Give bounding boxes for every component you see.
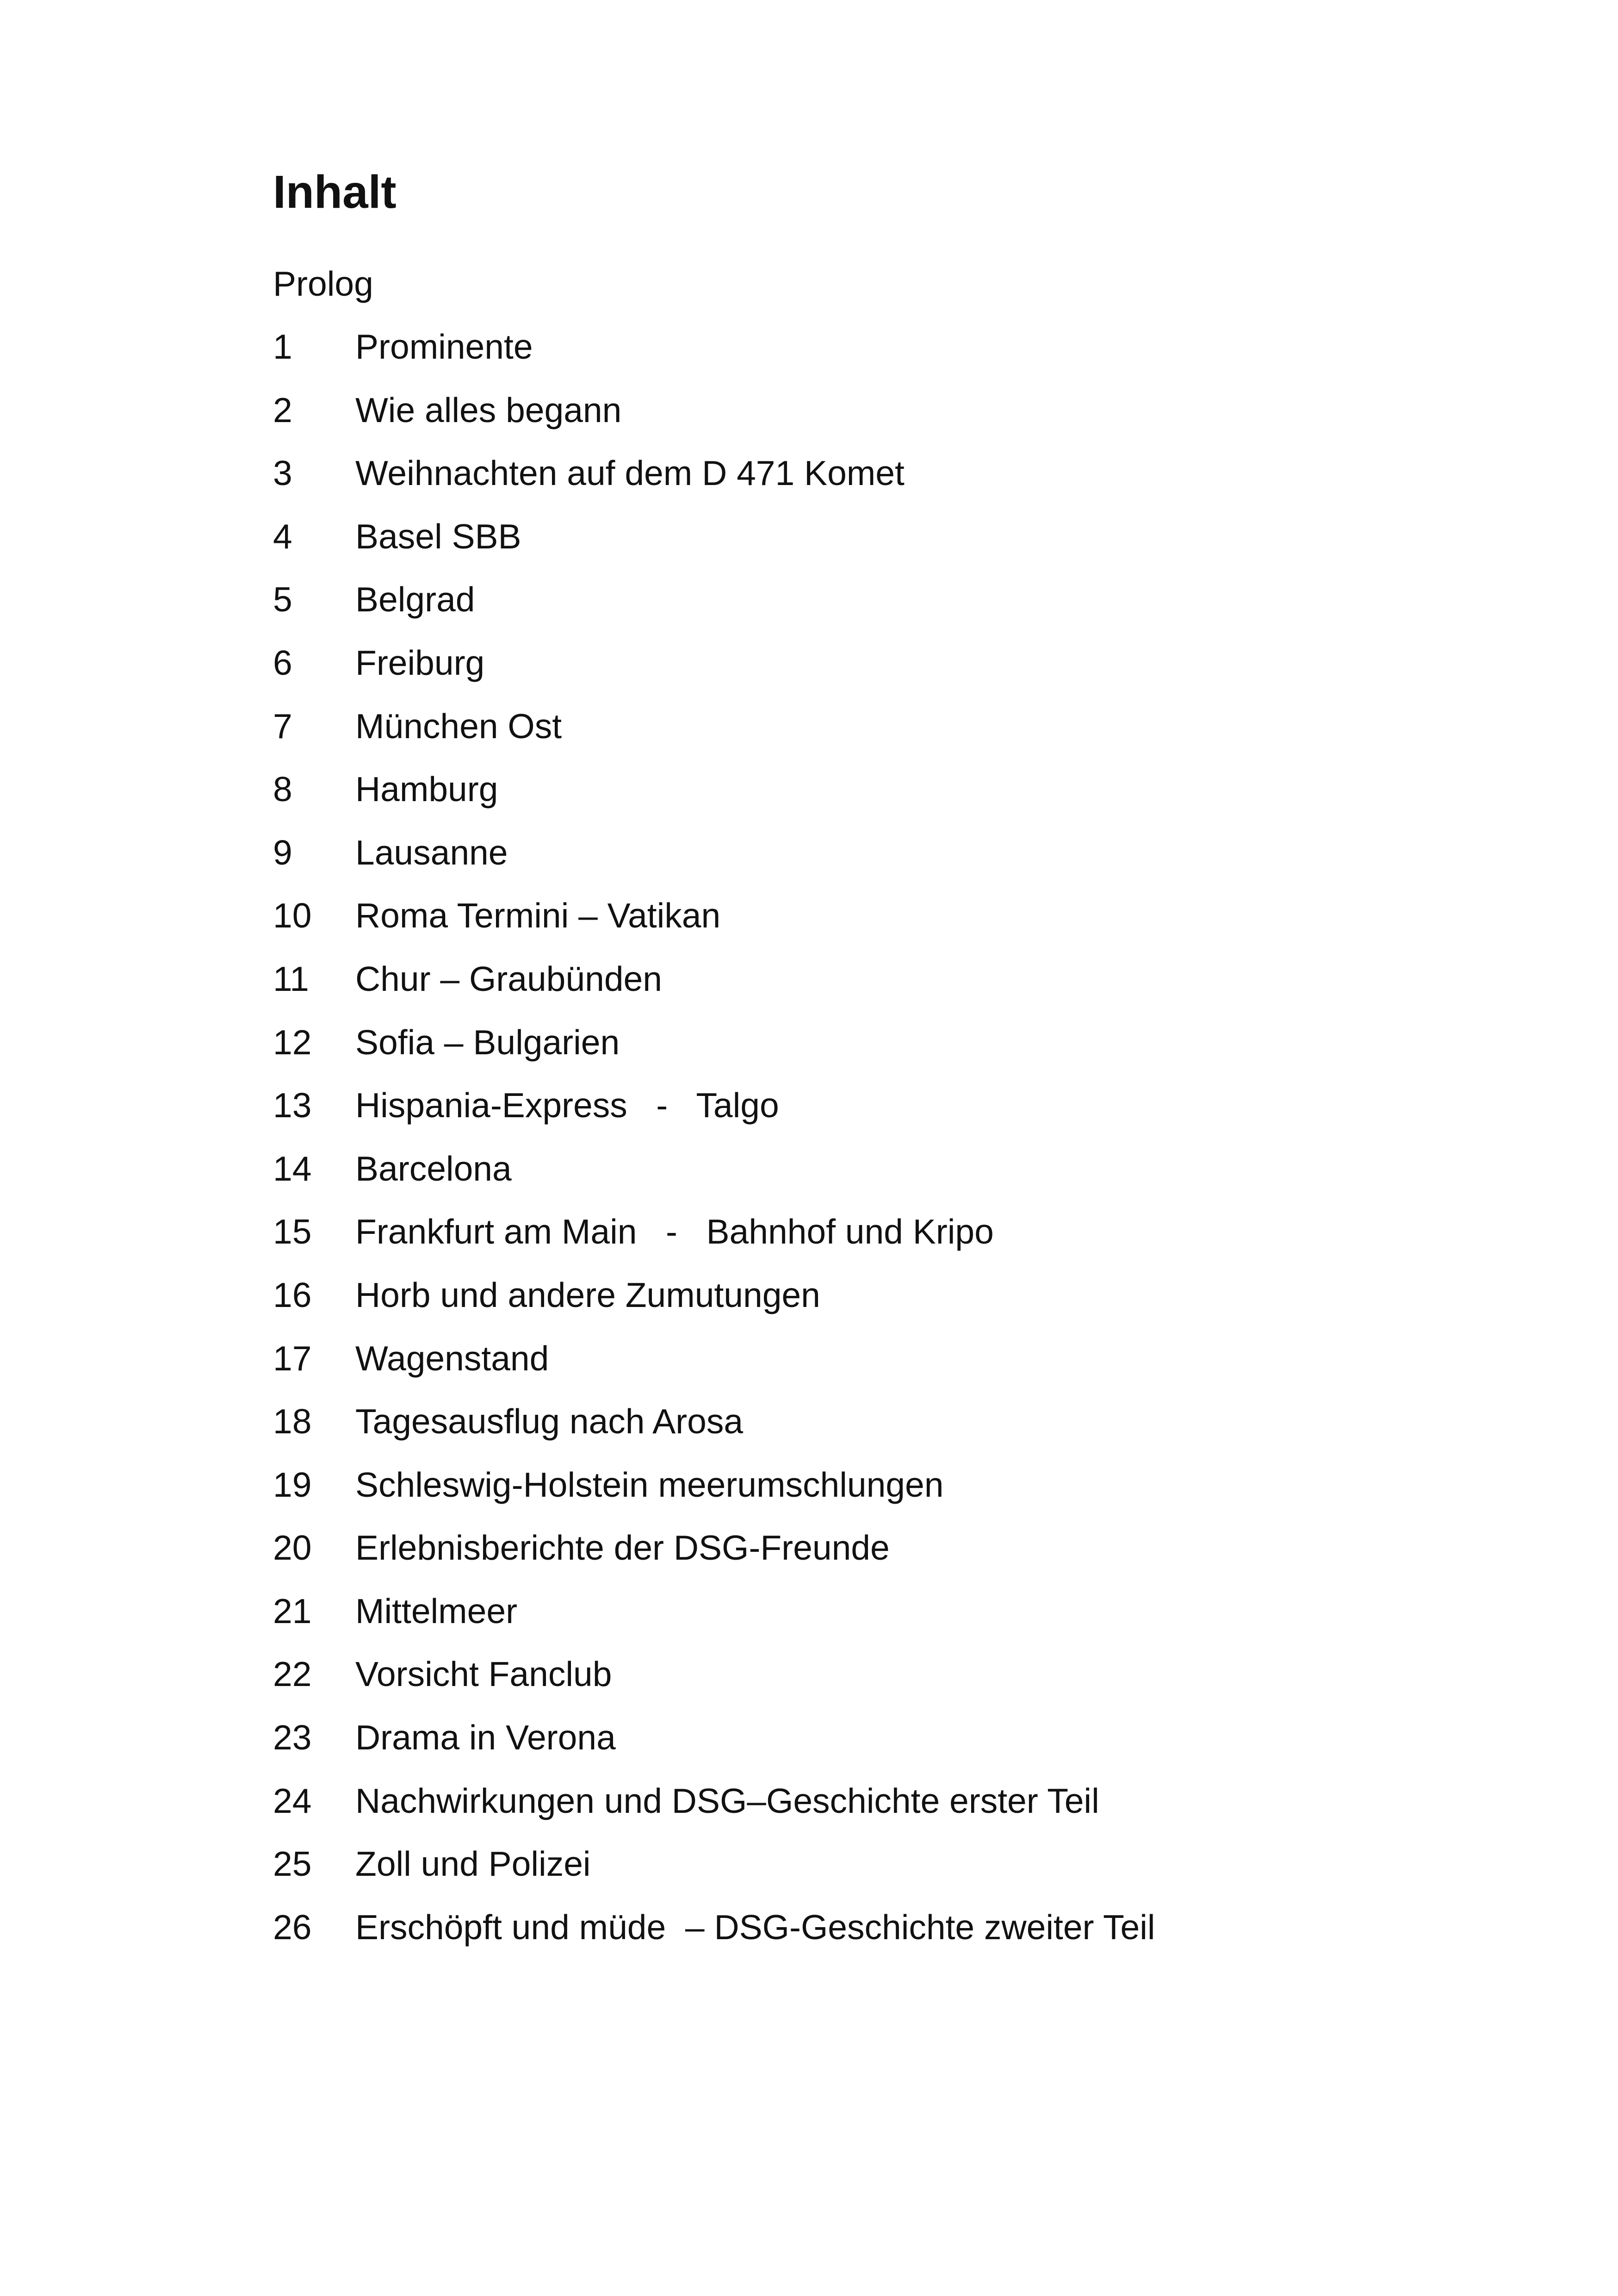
toc-entry-number: 5 bbox=[273, 580, 292, 619]
toc-entry-list bbox=[273, 315, 1476, 1959]
toc-entry-number: 4 bbox=[273, 516, 292, 556]
toc-entry bbox=[273, 568, 1476, 631]
toc-entry-title: Horb und andere Zumutungen bbox=[355, 1275, 820, 1314]
toc-entry-number: 16 bbox=[273, 1275, 312, 1314]
toc-entry bbox=[273, 1769, 1476, 1833]
toc-entry-number: 26 bbox=[273, 1907, 312, 1947]
toc-entry-number: 1 bbox=[273, 327, 292, 366]
toc-entry-number: 6 bbox=[273, 643, 292, 682]
toc-entry bbox=[273, 315, 1476, 379]
toc-entry bbox=[273, 379, 1476, 442]
toc-entry bbox=[273, 695, 1476, 758]
toc-entry bbox=[273, 758, 1476, 821]
toc-entry bbox=[273, 1137, 1476, 1201]
toc-entry-title: Weihnachten auf dem D 471 Komet bbox=[355, 454, 905, 493]
toc-entry-title: Wagenstand bbox=[355, 1338, 549, 1378]
toc-entry-title: Vorsicht Fanclub bbox=[355, 1655, 612, 1694]
table-of-contents bbox=[273, 157, 1476, 1959]
toc-entry-title: Tagesausflug nach Arosa bbox=[355, 1402, 744, 1441]
toc-entry-title: Zoll und Polizei bbox=[355, 1844, 591, 1884]
toc-entry-title: Erlebnisberichte der DSG-Freunde bbox=[355, 1528, 890, 1568]
toc-entry-title: Schleswig-Holstein meerumschlungen bbox=[355, 1465, 944, 1504]
toc-entry-number: 14 bbox=[273, 1149, 312, 1188]
toc-entry bbox=[273, 1896, 1476, 1959]
toc-entry-number: 8 bbox=[273, 770, 292, 809]
toc-entry bbox=[273, 1011, 1476, 1074]
toc-entry bbox=[273, 1263, 1476, 1327]
toc-entry-number: 21 bbox=[273, 1591, 312, 1630]
toc-entry-title: München Ost bbox=[355, 706, 562, 746]
toc-entry-title: Chur – Graubünden bbox=[355, 959, 662, 998]
toc-entry-title: Roma Termini – Vatikan bbox=[355, 896, 721, 935]
toc-entry-title: Freiburg bbox=[355, 643, 485, 682]
toc-entry-title: Prominente bbox=[355, 327, 533, 366]
toc-entry-title: Hamburg bbox=[355, 770, 498, 809]
toc-entry-title: Drama in Verona bbox=[355, 1718, 616, 1757]
toc-entry bbox=[273, 1706, 1476, 1769]
toc-entry-title: Mittelmeer bbox=[355, 1591, 518, 1630]
toc-entry-number: 9 bbox=[273, 833, 292, 872]
toc-entry-title: Belgrad bbox=[355, 580, 475, 619]
toc-entry-title: Nachwirkungen und DSG–Geschichte erster Teil bbox=[355, 1781, 1099, 1820]
toc-entry-number: 17 bbox=[273, 1338, 312, 1378]
toc-entry-number: 11 bbox=[273, 959, 309, 998]
toc-entry-title: Wie alles begann bbox=[355, 390, 622, 429]
toc-entry-number: 23 bbox=[273, 1718, 312, 1757]
toc-entry-number: 25 bbox=[273, 1844, 312, 1884]
toc-entry-title: Erschöpft und müde – DSG-Geschichte zweiter Teil bbox=[355, 1907, 1155, 1947]
toc-entry-title: Barcelona bbox=[355, 1149, 512, 1188]
toc-entry-title: Lausanne bbox=[355, 833, 508, 872]
toc-entry bbox=[273, 821, 1476, 884]
toc-entry-title: Basel SBB bbox=[355, 516, 521, 556]
toc-entry-number: 7 bbox=[273, 706, 292, 746]
toc-entry-title: Sofia – Bulgarien bbox=[355, 1022, 620, 1062]
toc-entry bbox=[273, 1453, 1476, 1517]
toc-entry bbox=[273, 1516, 1476, 1580]
toc-prolog: Prolog bbox=[273, 264, 373, 303]
toc-entry-number: 13 bbox=[273, 1086, 312, 1125]
toc-entry bbox=[273, 1643, 1476, 1706]
toc-entry bbox=[273, 1327, 1476, 1390]
toc-entry bbox=[273, 1390, 1476, 1453]
toc-entry-number: 19 bbox=[273, 1465, 312, 1504]
toc-entry bbox=[273, 505, 1476, 568]
toc-entry-number: 2 bbox=[273, 390, 292, 429]
toc-title: Inhalt bbox=[273, 166, 397, 218]
toc-entry bbox=[273, 631, 1476, 695]
toc-entry-number: 10 bbox=[273, 896, 312, 935]
toc-entry-number: 18 bbox=[273, 1402, 312, 1441]
toc-entry bbox=[273, 884, 1476, 947]
toc-entry-title: Frankfurt am Main - Bahnhof und Kripo bbox=[355, 1212, 994, 1251]
toc-entry-number: 12 bbox=[273, 1022, 312, 1062]
toc-entry bbox=[273, 947, 1476, 1011]
toc-entry bbox=[273, 1200, 1476, 1263]
toc-entry-number: 3 bbox=[273, 454, 292, 493]
toc-entry-number: 24 bbox=[273, 1781, 312, 1820]
toc-entry bbox=[273, 1074, 1476, 1137]
toc-entry-number: 15 bbox=[273, 1212, 312, 1251]
toc-entry-number: 20 bbox=[273, 1528, 312, 1568]
toc-entry-number: 22 bbox=[273, 1655, 312, 1694]
toc-entry bbox=[273, 442, 1476, 505]
toc-entry bbox=[273, 1832, 1476, 1896]
toc-entry bbox=[273, 1580, 1476, 1643]
toc-entry-title: Hispania-Express - Talgo bbox=[355, 1086, 779, 1125]
